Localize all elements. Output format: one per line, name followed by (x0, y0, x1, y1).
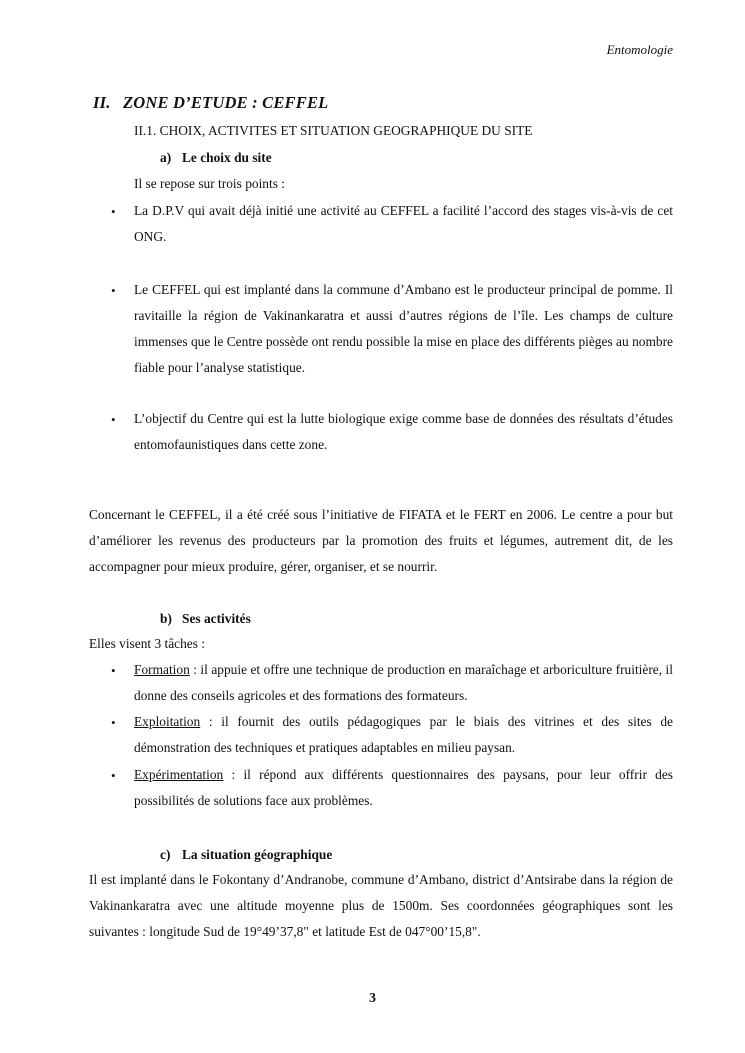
bullet-icon: • (111, 768, 116, 783)
choix-bullet-2: Le CEFFEL qui est implanté dans la commune d’Ambano est le producteur principal de pomme. Il ravitaille la région de Vakinankaratra et aussi d’autres régions de l’île. Les champs de culture immenses que le Centre possède ont rendu possible la mise en place des différents pièges au nombre fiable pour l’analyse statistique. (134, 282, 673, 375)
bullet-icon: • (111, 204, 116, 219)
choix-letter: a) (160, 150, 172, 165)
section-number: II. (93, 93, 111, 112)
choix-heading-text: Le choix du site (182, 150, 272, 165)
section-title (93, 93, 328, 113)
bullet-icon: • (111, 412, 116, 427)
activites-heading-text: Ses activités (182, 611, 251, 626)
running-header: Entomologie (606, 42, 673, 57)
page-number: 3 (369, 991, 376, 1006)
activites-heading (160, 611, 251, 627)
situation-heading (160, 847, 332, 863)
situation-paragraph: Il est implanté dans le Fokontany d’Andranobe, commune d’Ambano, district d’Antsirabe dans la région de Vakinankaratra avec une altitude moyenne plus de 1500m. Ses coordonnées géographiques sont les suivantes : longitude Sud de 19°49’37,8" et latitude Est de 047°00’15,8". (89, 872, 673, 939)
activite-term: Exploitation (134, 714, 201, 729)
ceffel-paragraph: Concernant le CEFFEL, il a été créé sous l’initiative de FIFATA et le FERT en 2006. Le centre a pour but d’améliorer les revenus des producteurs par la promotion des fruits et légumes, autrement dit, de les accompagner pour mieux produire, gérer, organiser, et se nourrir. (89, 507, 673, 574)
choix-heading (160, 150, 272, 166)
activite-description: : il fournit des outils pédagogiques par le biais des vitrines et des sites de démonstration des techniques et pratiques adaptables en milieu paysan. (134, 714, 673, 755)
activite-item-exploitation (134, 709, 673, 761)
activite-item-formation (134, 657, 673, 709)
choix-bullet-1: La D.P.V qui avait déjà initié une activité au CEFFEL a facilité l’accord des stages vis-à-vis de cet ONG. (134, 203, 673, 244)
activites-letter: b) (160, 611, 172, 626)
activite-description: : il appuie et offre une technique de production en maraîchage et arboriculture fruitière, il donne des conseils agricoles et des formations des formateurs. (134, 662, 673, 703)
activite-term: Expérimentation (134, 767, 224, 782)
activites-intro: Elles visent 3 tâches : (89, 636, 206, 651)
bullet-icon: • (111, 283, 116, 298)
activite-item-experimentation (134, 762, 673, 814)
activite-term: Formation (134, 662, 190, 677)
activite-description: : il répond aux différents questionnaires des paysans, pour leur offrir des possibilités de solutions face aux problèmes. (134, 767, 673, 808)
choix-bullet-3: L’objectif du Centre qui est la lutte biologique exige comme base de données des résultats d’études entomofaunistiques dans cette zone. (134, 411, 673, 452)
choix-intro: Il se repose sur trois points : (134, 176, 285, 191)
subsection-title: II.1. CHOIX, ACTIVITES ET SITUATION GEOGRAPHIQUE DU SITE (134, 123, 533, 138)
bullet-icon: • (111, 715, 116, 730)
section-title-text: ZONE D’ETUDE : CEFFEL (123, 93, 329, 112)
situation-letter: c) (160, 847, 171, 862)
situation-heading-text: La situation géographique (182, 847, 333, 862)
bullet-icon: • (111, 663, 116, 678)
